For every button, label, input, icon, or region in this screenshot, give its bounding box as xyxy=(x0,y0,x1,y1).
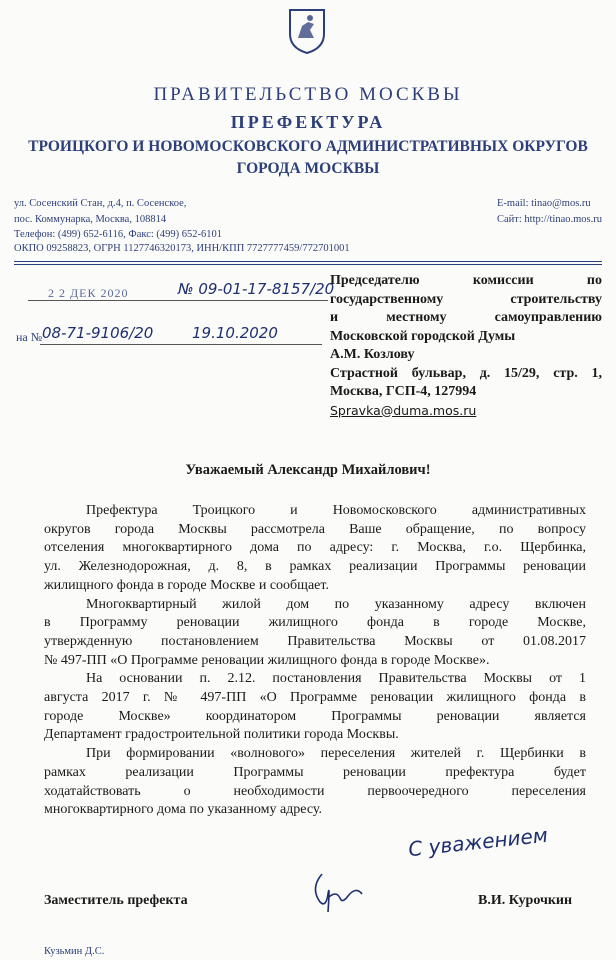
date-stamp: 2 2 ДЕК 2020 xyxy=(48,286,129,300)
body-paragraph xyxy=(44,596,586,671)
body-line: утвержденную постановлением Правительства Москвы от 01.08.2017 xyxy=(44,633,586,649)
addressee-line: Страстной бульвар, д. 15/29, стр. 1, xyxy=(330,365,602,381)
body-line: Департамент градостроительной политики города Москвы. xyxy=(44,727,399,743)
address-line: ул. Сосенский Стан, д.4, п. Сосенское, xyxy=(14,198,187,209)
body-line: Многоквартирный жилой дом по указанному адресу включен xyxy=(86,596,586,612)
body-line: рамках реализации Программы реновации префектура будет xyxy=(44,764,586,780)
phone-line: Телефон: (499) 652-6116, Факс: (499) 652-6101 xyxy=(14,229,223,240)
letter-body xyxy=(44,502,586,820)
addressee-email: Spravka@duma.mos.ru xyxy=(330,402,477,418)
salutation: Уважаемый Александр Михайлович! xyxy=(185,462,431,478)
body-paragraph xyxy=(44,502,586,596)
addressee-line: и местному самоуправлению xyxy=(330,310,602,325)
signatory-position: Заместитель префекта xyxy=(44,893,188,908)
number-underline xyxy=(40,344,322,345)
body-paragraph xyxy=(44,670,586,745)
body-line: округов города Москвы рассмотрела Ваше обращение, по вопросу xyxy=(44,521,586,537)
outgoing-number: № 09-01-17-8157/20 xyxy=(178,280,335,298)
body-line: в Программу реновации жилищного фонда в городе Москве, xyxy=(44,615,586,631)
body-line: августа 2017 г. № 497-ПП «О Программе реновации жилищного фонда в xyxy=(44,690,586,706)
addressee-block xyxy=(330,272,602,420)
body-line: На основании п. 2.12. постановления Правительства Москвы от 1 xyxy=(86,671,586,687)
address-line: пос. Коммунарка, Москва, 108814 xyxy=(14,213,167,225)
city-title: ГОРОДА МОСКВЫ xyxy=(236,160,380,177)
government-title: ПРАВИТЕЛЬСТВО МОСКВЫ xyxy=(153,84,463,105)
body-line: ул. Железнодорожная, д. 8, в рамках реализации Программы реновации xyxy=(44,559,586,575)
letterhead-web xyxy=(497,196,602,227)
executor-name: Кузьмин Д.С. xyxy=(44,946,105,957)
header-divider xyxy=(14,261,602,262)
signature-icon xyxy=(306,868,376,914)
body-line: Префектура Троицкого и Новомосковского административных xyxy=(86,503,586,518)
addressee-line: Председателю комиссии по xyxy=(330,273,602,288)
number-underline xyxy=(28,300,328,301)
body-line: ходатайствовать о необходимости первоочередного переселения xyxy=(44,783,586,799)
okpo-line: ОКПО 09258823, ОГРН 1127746320173, ИНН/КПП 7727777459/772701001 xyxy=(14,243,350,254)
body-line: городе Москве» координатором Программы реновации является xyxy=(44,708,586,724)
addressee-line: государственному строительству xyxy=(330,291,602,307)
body-line: № 497-ПП «О Программе реновации жилищного фонда в городе Москве». xyxy=(44,652,490,668)
incoming-number: 08-71-9106/20 xyxy=(42,324,154,342)
site-line: Сайт: http://tinao.mos.ru xyxy=(497,213,602,225)
incoming-date: 19.10.2020 xyxy=(192,324,278,342)
body-line: При формировании «волнового» переселения жителей г. Щербинки в xyxy=(86,746,586,762)
body-line: отселения многоквартирного дома по адресу: г. Москва, г.о. Щербинка, xyxy=(44,540,586,556)
header-divider xyxy=(14,264,602,265)
handwritten-closing: С уважением xyxy=(407,822,549,862)
body-line: жилищного фонда в городе Москве и сообщает. xyxy=(44,577,329,593)
na-label: на № xyxy=(16,330,43,344)
okruga-title: ТРОИЦКОГО И НОВОМОСКОВСКОГО АДМИНИСТРАТИВНЫХ ОКРУГОВ xyxy=(28,138,588,155)
moscow-coat-of-arms-icon xyxy=(288,8,326,54)
prefecture-title: ПРЕФЕКТУРА xyxy=(230,112,386,132)
signatory-name: В.И. Курочкин xyxy=(478,893,573,908)
body-paragraph xyxy=(44,745,586,820)
body-line: многоквартирного дома по указанному адресу. xyxy=(44,802,322,818)
email-line: E-mail: tinao@mos.ru xyxy=(497,198,591,209)
letterhead-address xyxy=(14,196,222,243)
addressee-line: Москва, ГСП-4, 127994 xyxy=(330,384,477,399)
addressee-line: Московской городской Думы xyxy=(330,328,516,344)
addressee-name: А.М. Козлову xyxy=(330,347,415,362)
